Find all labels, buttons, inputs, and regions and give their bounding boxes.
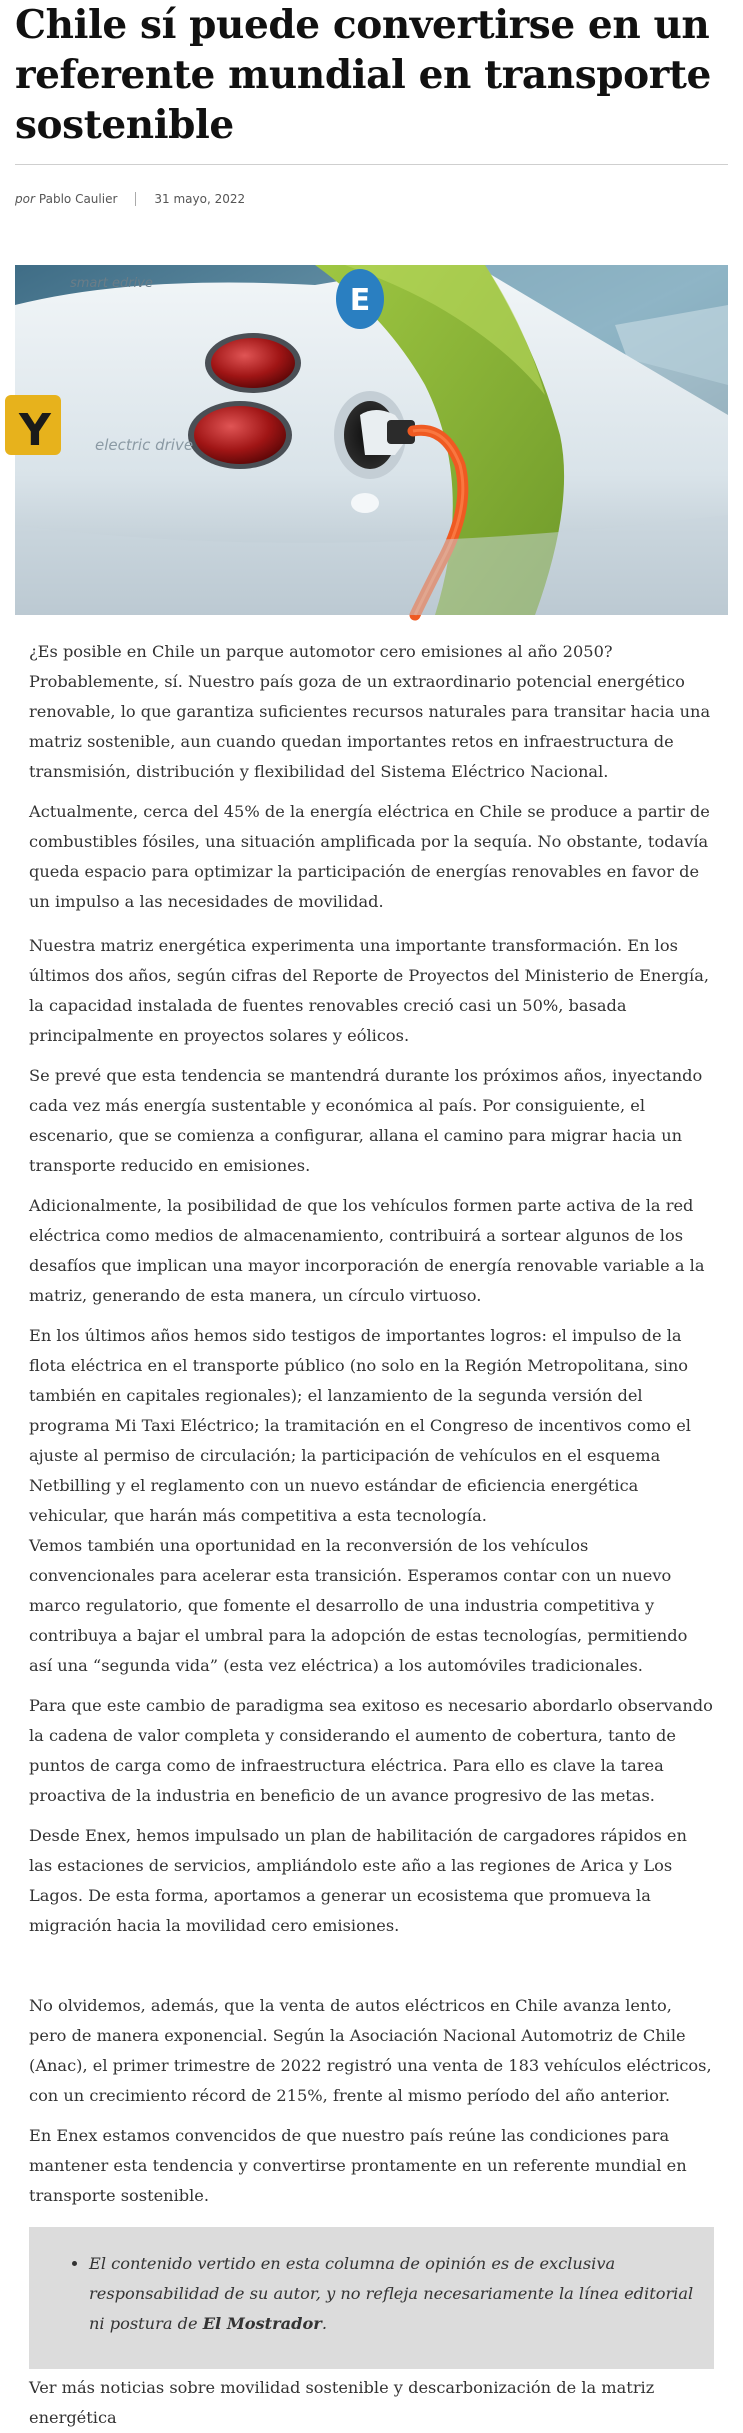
disclaimer-text: El contenido vertido en esta columna de opinión es de exclusiva responsabilidad de su autor, y no refleja necesariamente la línea editorial ni postura de [89,2254,694,2333]
disclaimer-box [29,2227,714,2369]
byline-separator [135,192,136,206]
paragraph: Adicionalmente, la posibilidad de que los vehículos formen parte activa de la red eléctrica como medios de almacenamiento, contribuirá a sortear algunos de los desafíos que implican una mayor incorporación de energía renovable variable a la matriz, generando de esta manera, un círculo virtuoso. [29,1196,705,1305]
paragraph: En los últimos años hemos sido testigos de importantes logros: el impulso de la flota eléctrica en el transporte público (no solo en la Región Metropolitana, sino también en capitales regionales); el lanzamiento de la segunda versión del programa Mi Taxi Eléctrico; la tramitación en el Congreso de incentivos como el ajuste al permiso de circulación; la participación de vehículos en el esquema Netbilling y el reglamento con un nuevo estándar de eficiencia energética vehicular, que harán más competitiva a esta tecnología. [29,1326,691,1525]
article-title: Chile sí puede convertirse en un referente mundial en transporte sostenible [15,2,711,148]
paragraph: ¿Es posible en Chile un parque automotor cero emisiones al año 2050? Probablemente, sí. Nuestro país goza de un extraordinario potencial energético renovable, lo que garantiza suficientes recursos naturales para transitar hacia una matriz sostenible, aun cuando quedan importantes retos en infraestructura de transmisión, distribución y flexibilidad del Sistema Eléctrico Nacional. [29,642,711,781]
publish-date: 31 mayo, 2022 [154,192,246,206]
paragraph: Se prevé que esta tendencia se mantendrá durante los próximos años, inyectando cada vez más energía sustentable y económica al país. Por consiguiente, el escenario, que se comienza a configurar, allana el camino para migrar hacia un transporte reducido en emisiones. [29,1066,703,1175]
author-link[interactable]: Pablo Caulier [38,192,118,206]
disclaimer-item [89,2249,694,2339]
paragraph: En Enex estamos convencidos de que nuestro país reúne las condiciones para mantener esta tendencia y convertirse prontamente en un referente mundial en transporte sostenible. [29,2126,687,2205]
svg-text:Y: Y [19,405,51,456]
disclaimer-outlet: El Mostrador [202,2314,322,2333]
paragraph: No olvidemos, además, que la venta de autos eléctricos en Chile avanza lento, pero de manera exponencial. Según la Asociación Nacional Automotriz de Chile (Anac), el primer trimestre de 2022 registró una venta de 183 vehículos eléctricos, con un crecimiento récord de 215%, frente al mismo período del año anterior. [29,1996,712,2105]
disclaimer-end: . [321,2314,327,2333]
hero-image [15,265,728,615]
paragraph: Vemos también una oportunidad en la reconversión de los vehículos convencionales para acelerar esta transición. Esperamos contar con un nuevo marco regulatorio, que fomente el desarrollo de una industria competitiva y contribuya a bajar el umbral para la adopción de estas tecnologías, permitiendo así una “segunda vida” (esta vez eléctrica) a los automóviles tradicionales. [29,1536,688,1675]
byline-prefix: por [15,192,35,206]
brand-badge [336,269,384,329]
paragraph: Para que este cambio de paradigma sea exitoso es necesario abordarlo observando la cadena de valor completa y considerando el aumento de cobertura, tanto de puntos de carga como de infraestructura eléctrica. Para ello es clave la tarea proactiva de la industria en beneficio de un avance progresivo de las metas. [29,1696,713,1805]
roof-text: smart edrive [70,276,153,291]
byline [15,191,728,207]
title-divider [15,164,728,165]
license-plate [5,395,61,456]
article-body [15,637,728,2427]
paragraph: Actualmente, cerca del 45% de la energía eléctrica en Chile se produce a partir de combustibles fósiles, una situación amplificada por la sequía. No obstante, todavía queda espacio para optimizar la participación de energías renovables en favor de un impulso a las necesidades de movilidad. [29,802,710,911]
car-model-text: electric drive [95,436,194,454]
next-paragraph-cut: Ver más noticias sobre movilidad sostenible y descarbonización de la matriz energética [29,2378,655,2427]
svg-text:E: E [349,283,371,318]
paragraph: Desde Enex, hemos impulsado un plan de habilitación de cargadores rápidos en las estaciones de servicios, ampliándolo este año a las regiones de Arica y Los Lagos. De esta forma, aportamos a generar un ecosistema que promueva la migración hacia la movilidad cero emisiones. [29,1826,687,1935]
paragraph: Nuestra matriz energética experimenta una importante transformación. En los últimos dos años, según cifras del Reporte de Proyectos del Ministerio de Energía, la capacidad instalada de fuentes renovables creció casi un 50%, basada principalmente en proyectos solares y eólicos. [29,936,710,1045]
